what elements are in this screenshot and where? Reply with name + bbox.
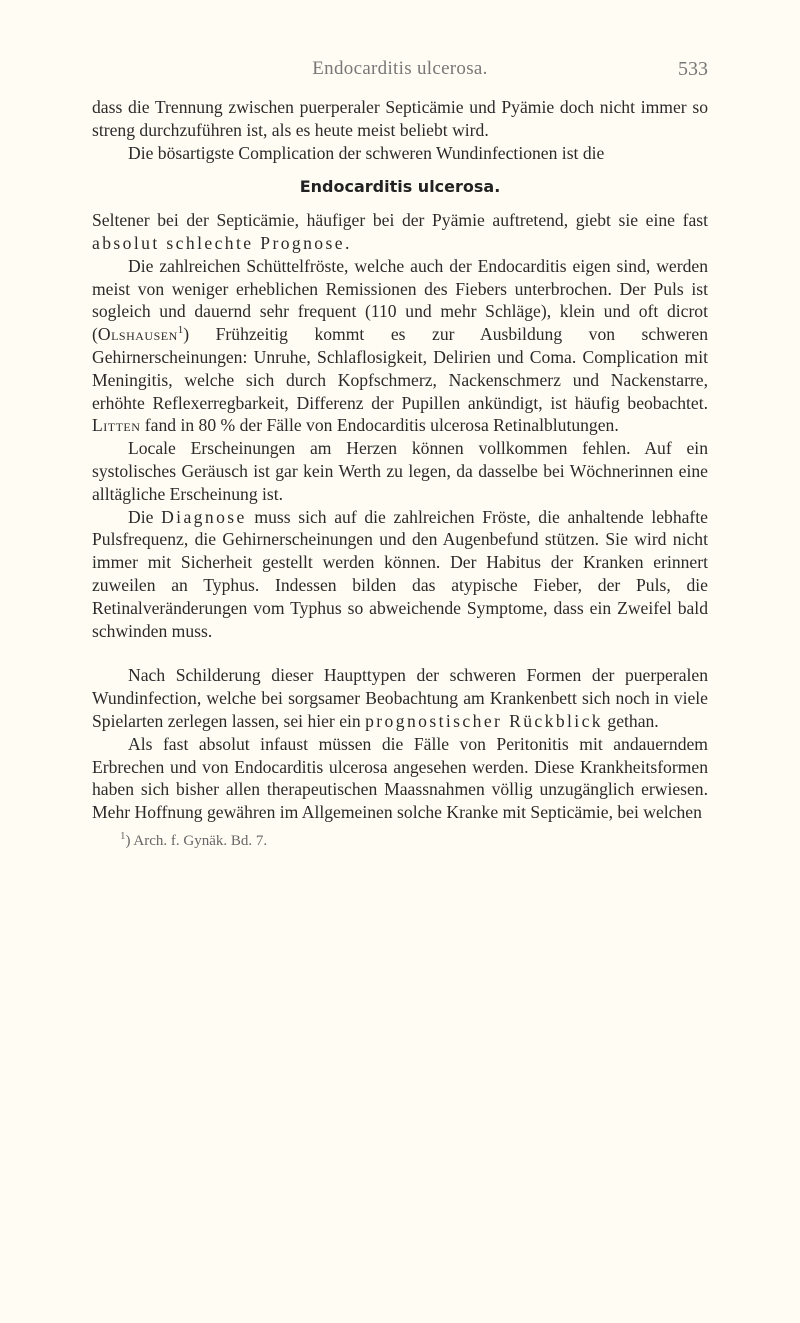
symptoms-text-c: fand in 80 % der Fälle von Endocarditis ulcerosa Retinalblutungen.	[140, 415, 619, 436]
paragraph-symptoms	[92, 255, 708, 437]
running-head	[92, 58, 708, 88]
footnote-mark: 1	[120, 829, 126, 842]
review-text-a: Nach Schilderung dieser Haupttypen der schweren Formen der puerperalen Wundinfection, welche bei sorgsamer Beobachtung am Krankenbett sich noch in viele Spielarten zerlegen lassen, sei hier ein	[92, 665, 708, 731]
review-emphasis: prognostischer Rückblick	[365, 710, 603, 731]
paragraph-intro-2: Die bösartigste Complication der schweren Wundinfectionen ist die	[128, 142, 605, 163]
symptoms-text-a: Die zahlreichen Schüttelfröste, welche auch der Endocarditis eigen sind, werden meist von weniger erheblichen Remissionen des Fiebers unterbrochen. Der Puls ist sogleich und dauernd sehr frequent (110 und mehr Schläge), klein und oft dicrot (	[92, 255, 708, 345]
symptoms-text-b: ) Frühzeitig kommt es zur Ausbildung von schweren Gehirnerscheinungen: Unruhe, Schlaflosigkeit, Delirien und Coma. Complication mit Meningitis, welche sich durch Kopfschmerz, Nackenschmerz und Nackenstarre, erhöhte Reflexerregbarkeit, Differenz der Pupillen ankündigt, ist häufig beobachtet.	[92, 324, 708, 413]
review-text-b: gethan.	[603, 710, 659, 731]
footnote-text: ) Arch. f. Gynäk. Bd. 7.	[125, 832, 268, 849]
prognosis-text: Seltener bei der Septicämie, häufiger bei der Pyämie auftretend, giebt sie eine fast	[92, 210, 708, 231]
paragraph-diagnosis	[92, 506, 708, 643]
running-title: Endocarditis ulcerosa.	[312, 58, 488, 79]
prognosis-emphasis: absolut schlechte Prognose.	[92, 232, 352, 253]
paragraph-review	[92, 664, 708, 732]
diagnosis-emphasis: Diagnose	[161, 506, 247, 527]
diagnosis-text-b: muss sich auf die zahlreichen Fröste, die anhaltende lebhafte Pulsfrequenz, die Gehirnerscheinungen und den Augenbefund stützen. Sie wird nicht immer mit Sicherheit gestellt werden können. Der Habitus der Kranken erinnert zuweilen an Typhus. Indessen bilden das atypische Fieber, der Puls, die Retinalveränderungen vom Typhus so abweichende Symptome, dass ein Zweifel bald schwinden muss.	[92, 506, 708, 641]
footnote	[92, 830, 708, 853]
diagnosis-text-a: Die	[128, 506, 162, 527]
page-number: 533	[678, 58, 708, 80]
author-olshausen: Olshausen	[97, 324, 178, 345]
paragraph-gap	[92, 642, 708, 664]
paragraph-local-signs: Locale Erscheinungen am Herzen können vollkommen fehlen. Auf ein systolisches Geräusch ist gar kein Werth zu legen, da dasselbe bei Wöchnerinnen eine alltägliche Erscheinung ist.	[92, 438, 708, 504]
paragraph-prognosis	[92, 209, 708, 255]
body-text	[92, 96, 708, 853]
paragraph-infaust: Als fast absolut infaust müssen die Fälle von Peritonitis mit andauerndem Erbrechen und von Endocarditis ulcerosa angesehen werden. Diese Krankheitsformen haben sich bisher allen therapeutischen Maassnahmen völlig unzugänglich erwiesen. Mehr Hoffnung gewähren im Allgemeinen solche Kranke mit Septicämie, bei welchen	[92, 733, 708, 823]
footnote-ref: 1	[177, 324, 184, 337]
section-heading: Endocarditis ulcerosa.	[299, 177, 501, 197]
paragraph-intro-1: dass die Trennung zwischen puerperaler Septicämie und Pyämie doch nicht immer so streng durchzuführen ist, als es heute meist beliebt wird.	[92, 97, 708, 140]
author-litten: Litten	[92, 415, 141, 436]
